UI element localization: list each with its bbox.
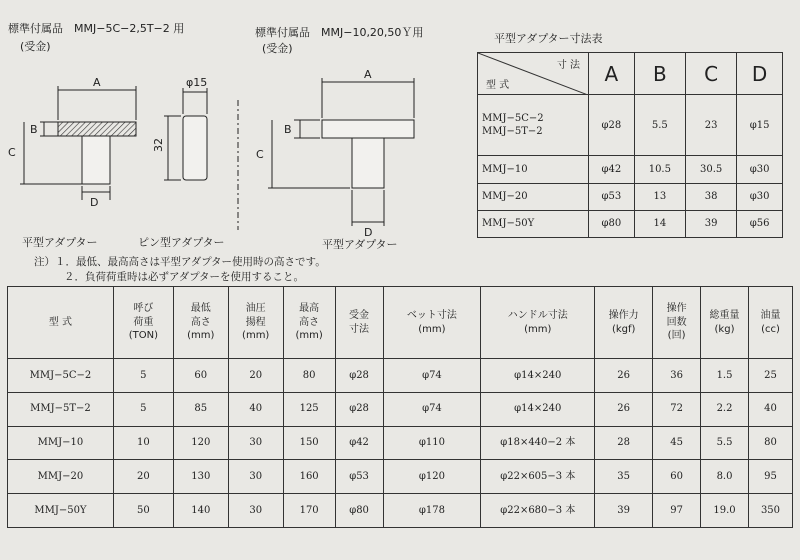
caption-pin-adapter: ピン型アダプター <box>138 236 225 249</box>
pin-adapter <box>183 116 207 180</box>
dim-label-b-2: B <box>284 123 292 136</box>
dim-table-title: 平型アダプター寸法表 <box>494 32 603 45</box>
note-1: 注）１．最低、最高高さは平型アダプター使用時の高さです。 <box>34 256 326 268</box>
dim-label-d-1: D <box>90 196 99 209</box>
flat-adapter-2-head <box>322 120 414 138</box>
spec-h-min: 最低 高さ (mm) <box>173 287 228 359</box>
dimension-table <box>477 52 783 238</box>
dim-label-32: 32 <box>152 138 165 152</box>
spec-h-handle: ハンドル寸法 (mm) <box>481 287 595 359</box>
note-2: ２．負荷荷重時は必ずアダプターを使用すること。 <box>64 271 305 283</box>
spec-h-bed: ベット寸法 (mm) <box>383 287 481 359</box>
accessory-left-title: 標準付属品 MMJ−5C−2,5T−2 用 <box>8 22 185 35</box>
flat-adapter-1-stem <box>82 136 110 184</box>
accessory-right-title: 標準付属品 MMJ−10,20,50Ｙ用 <box>255 26 424 39</box>
dim-label-c-2: C <box>256 148 264 161</box>
dim-table-corner: 寸 法 型 式 <box>478 53 589 95</box>
dim-col-b: B <box>634 53 685 95</box>
spec-h-weight: 総重量 (kg) <box>701 287 749 359</box>
caption-flat-adapter-2: 平型アダプター <box>322 238 398 251</box>
spec-table <box>7 286 793 528</box>
spec-h-force: 操作力 (kgf) <box>595 287 653 359</box>
spec-h-model: 型 式 <box>8 287 114 359</box>
dim-row-mmj5: MMJ−5C−2 MMJ−5T−2 φ28 5.5 23 φ15 <box>478 95 783 156</box>
spec-row-mmj50y: MMJ−50Y 50 140 30 170 φ80 φ178 φ22×680−3 本 39 97 19.0 350 <box>8 494 793 528</box>
spec-h-saddle: 受金 寸法 <box>335 287 383 359</box>
caption-flat-adapter-1: 平型アダプター <box>22 236 98 249</box>
dim-label-a-2: A <box>364 68 372 81</box>
dim-col-d: D <box>737 53 783 95</box>
dim-col-a: A <box>589 53 635 95</box>
flat-adapter-1-head <box>58 122 136 136</box>
spec-row-mmj20: MMJ−20 20 130 30 160 φ53 φ120 φ22×605−3 本 35 60 8.0 95 <box>8 460 793 494</box>
accessory-left-sub: (受金) <box>20 40 51 53</box>
spec-row-mmj5c2: MMJ−5C−2 5 60 20 80 φ28 φ74 φ14×240 26 36 1.5 25 <box>8 359 793 393</box>
dim-label-d-2: D <box>364 226 373 239</box>
dim-col-c: C <box>685 53 736 95</box>
spec-h-load: 呼び 荷重 (TON) <box>113 287 173 359</box>
accessory-right-sub: (受金) <box>262 42 293 55</box>
dim-label-phi15: φ15 <box>186 76 208 89</box>
spec-header-row <box>8 287 793 359</box>
spec-row-mmj5t2: MMJ−5T−2 5 85 40 125 φ28 φ74 φ14×240 26 72 2.2 40 <box>8 392 793 426</box>
dim-label-c-1: C <box>8 146 16 159</box>
adapter-drawing <box>0 60 470 240</box>
spec-h-strokes: 操作 回数 (回) <box>653 287 701 359</box>
dim-row-mmj10: MMJ−10 φ42 10.5 30.5 φ30 <box>478 156 783 183</box>
flat-adapter-2-stem <box>352 138 384 188</box>
dim-row-mmj50y: MMJ−50Y φ80 14 39 φ56 <box>478 210 783 237</box>
dim-label-b-1: B <box>30 123 38 136</box>
spec-row-mmj10: MMJ−10 10 120 30 150 φ42 φ110 φ18×440−2 本 28 45 5.5 80 <box>8 426 793 460</box>
spec-h-max: 最高 高さ (mm) <box>283 287 335 359</box>
spec-h-oil: 油量 (cc) <box>748 287 792 359</box>
dim-label-a-1: A <box>93 76 101 89</box>
spec-h-lift: 油圧 揚程 (mm) <box>228 287 283 359</box>
dim-row-mmj20: MMJ−20 φ53 13 38 φ30 <box>478 183 783 210</box>
